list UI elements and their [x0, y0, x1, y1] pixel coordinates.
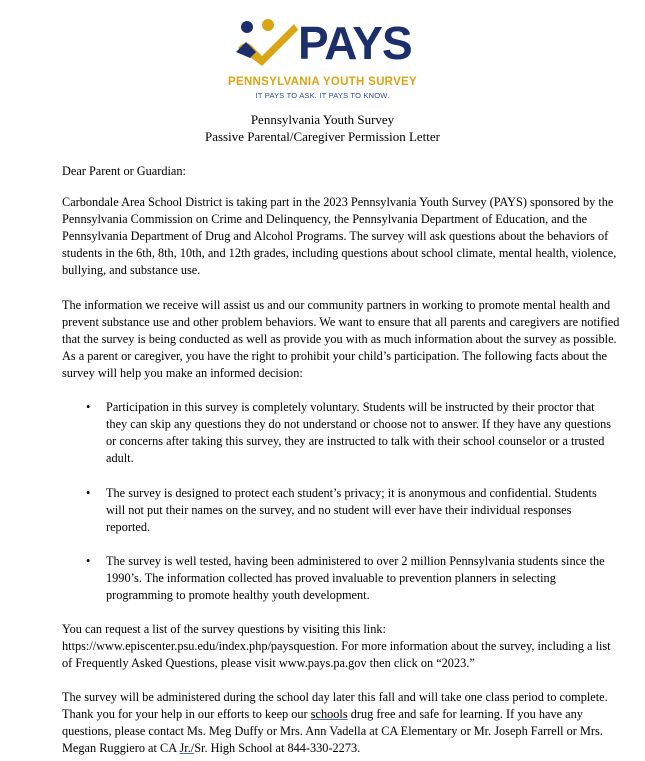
logo-subtitle: PENNSYLVANIA YOUTH SURVEY [228, 76, 417, 88]
facts-list-3 [86, 553, 616, 604]
list-item [86, 485, 616, 536]
list-item-text: Participation in this survey is completely voluntary. Students will be instructed by their proctor that they can skip any questions they do not understand or choose not to answer. If they have any questions or concerns after taking this survey, they are instructed to talk with their school counselor or a trusted adult. [106, 400, 612, 465]
facts-list-2 [86, 485, 616, 536]
letter-heading [0, 111, 645, 145]
list-item-text: The survey is well tested, having been administered to over 2 million Pennsylvania students since the 1990’s. The information collected has proved invaluable to prevention planners in selecting programming to promote healthy youth development. [106, 554, 605, 602]
list-item [86, 399, 616, 467]
pays-logo-mark-icon [236, 18, 300, 70]
document-title: Pennsylvania Youth Survey [250, 112, 395, 127]
contact-text-a: The survey will be administered during the school day later this fall and will take one class period to complete. Thank you for your help in our efforts to keep our [62, 690, 608, 721]
contact-text-b: drug free and safe for learning. If you have any questions, please contact Ms. Meg Duffy or Mrs. Ann Vadella at CA Elementary or Mr. Joseph Farrell or Mrs. Megan Ruggiero at CA [62, 707, 603, 755]
schools-link[interactable]: schools [310, 707, 348, 721]
paragraph-purpose: The information we receive will assist us and our community partners in working to promote mental health and prevent substance use and other problem behaviors. We want to ensure that all parents and caregivers are notified that the survey is being conducted as well as provide you with as much information about the survey as possible. As a parent or caregiver, you have the right to prohibit your child’s participation. The following facts about the survey will help you make an informed decision: [62, 298, 620, 380]
list-item [86, 553, 616, 604]
salutation: Dear Parent or Guardian: [62, 164, 186, 178]
bullet-icon: • [86, 400, 91, 414]
list-item-text: The survey is designed to protect each student’s privacy; it is anonymous and confidential. Students will not put their names on the survey, and no student will ever have their individual responses reported. [106, 486, 597, 534]
jr-link[interactable]: Jr./ [179, 741, 195, 755]
paragraph-contact [62, 689, 622, 757]
contact-text-c: Sr. High School at 844-330-2273. [194, 741, 361, 755]
bullet-icon: • [86, 554, 91, 568]
document-subtitle: Passive Parental/Caregiver Permission Letter [204, 129, 441, 144]
paragraph-intro: Carbondale Area School District is taking part in the 2023 Pennsylvania Youth Survey (PAYS) sponsored by the Pennsylvania Commission on Crime and Delinquency, the Pennsylvania Department of Education, and the Pennsylvania Department of Drug and Alcohol Programs. The survey will ask questions about the behaviors of students in the 6th, 8th, 10th, and 12th grades, including questions about school climate, mental health, violence, bullying, and substance use. [62, 195, 617, 277]
bullet-icon: • [86, 486, 91, 500]
facts-list [86, 399, 616, 467]
logo-tagline: IT PAYS TO ASK. IT PAYS TO KNOW. [255, 91, 390, 100]
paragraph-resources: You can request a list of the survey questions by visiting this link: https://www.episcenter.psu.edu/index.php/paysquestion. For more information about the survey, including a list of Frequently Asked Questions, please visit www.pays.pa.gov then click on “2023.” [62, 622, 611, 670]
pays-wordmark: PAYS [298, 17, 412, 69]
pays-logo [0, 6, 645, 101]
